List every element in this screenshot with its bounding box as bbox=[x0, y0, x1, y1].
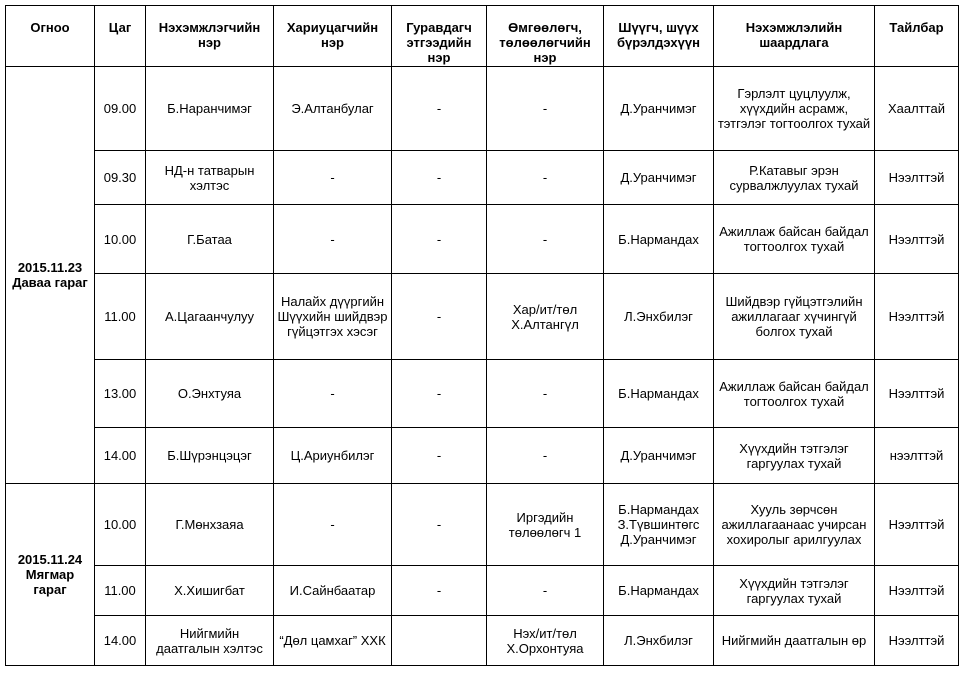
table-row bbox=[6, 360, 959, 428]
plaintiff-cell: Нийгмийн даатгалын хэлтэс bbox=[146, 616, 274, 666]
defendant-cell: - bbox=[274, 360, 392, 428]
plaintiff-cell: Б.Шүрэнцэцэг bbox=[146, 428, 274, 484]
claim-cell: Хүүхдийн тэтгэлэг гаргуулах тухай bbox=[714, 428, 875, 484]
plaintiff-cell: А.Цагаанчулуу bbox=[146, 274, 274, 360]
plaintiff-cell: Б.Наранчимэг bbox=[146, 67, 274, 151]
time-cell: 10.00 bbox=[95, 205, 146, 274]
time-cell: 14.00 bbox=[95, 428, 146, 484]
note-cell: Нээлттэй bbox=[875, 616, 959, 666]
judge-cell: Л.Энхбилэг bbox=[604, 274, 714, 360]
defendant-cell: Налайх дүүргийн Шүүхийн шийдвэр гүйцэтгэх хэсэг bbox=[274, 274, 392, 360]
table-row bbox=[6, 151, 959, 205]
claim-cell: Хүүхдийн тэтгэлэг гаргуулах тухай bbox=[714, 566, 875, 616]
date-cell: 2015.11.23 Даваа гараг bbox=[6, 67, 95, 484]
time-cell: 11.00 bbox=[95, 274, 146, 360]
note-cell: Нээлттэй bbox=[875, 566, 959, 616]
time-cell: 14.00 bbox=[95, 616, 146, 666]
court-schedule-table bbox=[5, 5, 959, 666]
representative-cell: - bbox=[487, 67, 604, 151]
time-cell: 09.00 bbox=[95, 67, 146, 151]
table-row bbox=[6, 484, 959, 566]
note-cell: Нээлттэй bbox=[875, 274, 959, 360]
representative-cell: Хар/ит/төл Х.Алтангүл bbox=[487, 274, 604, 360]
note-cell: нээлттэй bbox=[875, 428, 959, 484]
third-party-cell bbox=[392, 616, 487, 666]
representative-cell: - bbox=[487, 428, 604, 484]
header-date: Огноо bbox=[6, 6, 95, 67]
table-row bbox=[6, 566, 959, 616]
judge-cell: Л.Энхбилэг bbox=[604, 616, 714, 666]
judge-cell: Д.Уранчимэг bbox=[604, 428, 714, 484]
claim-cell: Ажиллаж байсан байдал тогтоолгох тухай bbox=[714, 360, 875, 428]
representative-cell: - bbox=[487, 205, 604, 274]
judge-cell: Б.Нармандах З.Түвшинтөгс Д.Уранчимэг bbox=[604, 484, 714, 566]
representative-cell: - bbox=[487, 566, 604, 616]
judge-cell: Д.Уранчимэг bbox=[604, 151, 714, 205]
third-party-cell: - bbox=[392, 428, 487, 484]
header-judge: Шүүгч, шүүх бүрэлдэхүүн bbox=[604, 6, 714, 67]
table-row bbox=[6, 67, 959, 151]
third-party-cell: - bbox=[392, 484, 487, 566]
defendant-cell: “Дөл цамхаг” ХХК bbox=[274, 616, 392, 666]
judge-cell: Б.Нармандах bbox=[604, 360, 714, 428]
third-party-cell: - bbox=[392, 360, 487, 428]
representative-cell: - bbox=[487, 360, 604, 428]
plaintiff-cell: Г.Мөнхзаяа bbox=[146, 484, 274, 566]
header-representative: Өмгөөлөгч, төлөөлөгчийн нэр bbox=[487, 6, 604, 67]
plaintiff-cell: Х.Хишигбат bbox=[146, 566, 274, 616]
header-claim: Нэхэмжлэлийн шаардлага bbox=[714, 6, 875, 67]
header-time: Цаг bbox=[95, 6, 146, 67]
defendant-cell: Ц.Ариунбилэг bbox=[274, 428, 392, 484]
claim-cell: Гэрлэлт цуцлуулж, хүүхдийн асрамж, тэтгэлэг тогтоолгох тухай bbox=[714, 67, 875, 151]
claim-cell: Р.Катавыг эрэн сурвалжлуулах тухай bbox=[714, 151, 875, 205]
header-plaintiff: Нэхэмжлэгчийн нэр bbox=[146, 6, 274, 67]
defendant-cell: - bbox=[274, 484, 392, 566]
plaintiff-cell: Г.Батаа bbox=[146, 205, 274, 274]
note-cell: Нээлттэй bbox=[875, 151, 959, 205]
third-party-cell: - bbox=[392, 151, 487, 205]
table-row bbox=[6, 428, 959, 484]
judge-cell: Д.Уранчимэг bbox=[604, 67, 714, 151]
note-cell: Нээлттэй bbox=[875, 360, 959, 428]
header-row bbox=[6, 6, 959, 67]
note-cell: Нээлттэй bbox=[875, 484, 959, 566]
table-row bbox=[6, 616, 959, 666]
third-party-cell: - bbox=[392, 205, 487, 274]
judge-cell: Б.Нармандах bbox=[604, 566, 714, 616]
note-cell: Хаалттай bbox=[875, 67, 959, 151]
date-cell: 2015.11.24 Мягмар гараг bbox=[6, 484, 95, 666]
third-party-cell: - bbox=[392, 274, 487, 360]
defendant-cell: - bbox=[274, 205, 392, 274]
representative-cell: Иргэдийн төлөөлөгч 1 bbox=[487, 484, 604, 566]
third-party-cell: - bbox=[392, 67, 487, 151]
claim-cell: Нийгмийн даатгалын өр bbox=[714, 616, 875, 666]
judge-cell: Б.Нармандах bbox=[604, 205, 714, 274]
header-third-party: Гуравдагч этгээдийн нэр bbox=[392, 6, 487, 67]
header-defendant: Хариуцагчийн нэр bbox=[274, 6, 392, 67]
note-cell: Нээлттэй bbox=[875, 205, 959, 274]
representative-cell: - bbox=[487, 151, 604, 205]
plaintiff-cell: О.Энхтуяа bbox=[146, 360, 274, 428]
header-note: Тайлбар bbox=[875, 6, 959, 67]
table-row bbox=[6, 274, 959, 360]
table-row bbox=[6, 205, 959, 274]
plaintiff-cell: НД-н татварын хэлтэс bbox=[146, 151, 274, 205]
claim-cell: Хууль зөрчсөн ажиллагаанаас учирсан хохиролыг арилгуулах bbox=[714, 484, 875, 566]
claim-cell: Ажиллаж байсан байдал тогтоолгох тухай bbox=[714, 205, 875, 274]
third-party-cell: - bbox=[392, 566, 487, 616]
claim-cell: Шийдвэр гүйцэтгэлийн ажиллагааг хүчингүй болгох тухай bbox=[714, 274, 875, 360]
defendant-cell: - bbox=[274, 151, 392, 205]
time-cell: 09.30 bbox=[95, 151, 146, 205]
time-cell: 11.00 bbox=[95, 566, 146, 616]
defendant-cell: И.Сайнбаатар bbox=[274, 566, 392, 616]
representative-cell: Нэх/ит/төл Х.Орхонтуяа bbox=[487, 616, 604, 666]
time-cell: 13.00 bbox=[95, 360, 146, 428]
time-cell: 10.00 bbox=[95, 484, 146, 566]
defendant-cell: Э.Алтанбулаг bbox=[274, 67, 392, 151]
